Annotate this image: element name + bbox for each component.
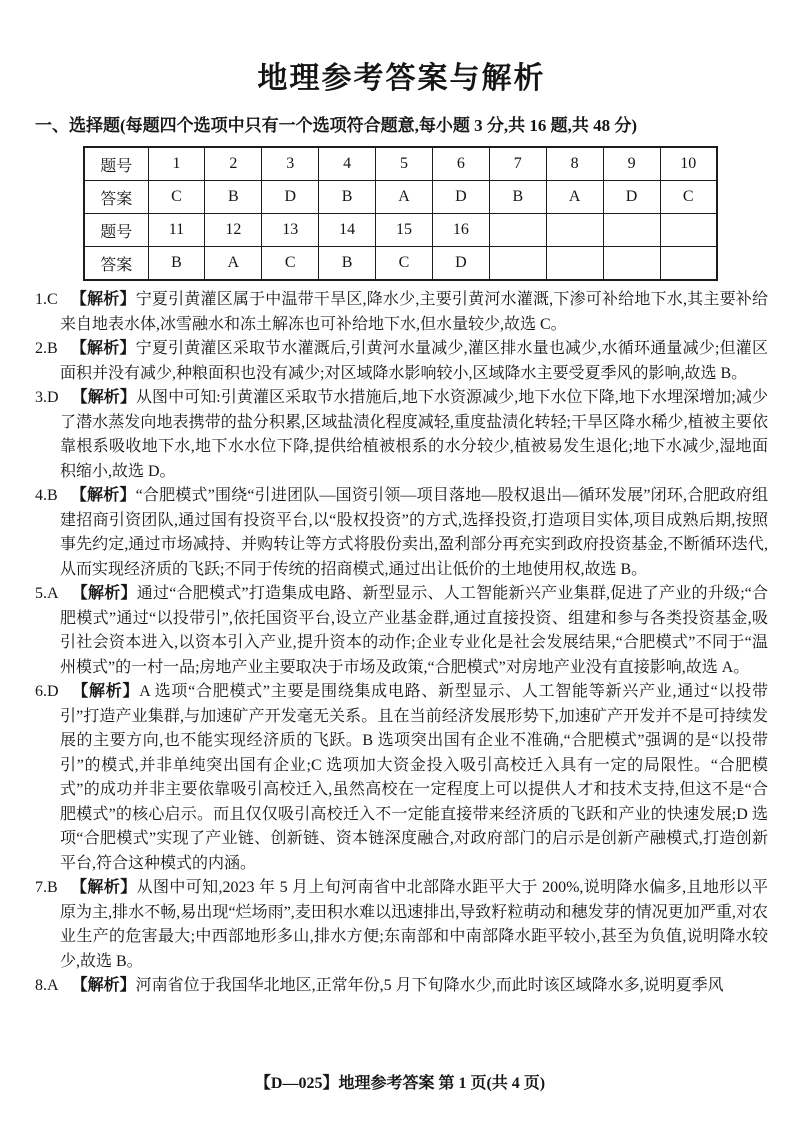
question-number-cell: 12 [205,214,262,247]
explanation-text: 从图中可知:引黄灌区采取节水措施后,地下水资源减少,地下水位下降,地下水埋深增加;减少了潜水蒸发向地表携带的盐分积累,区域盐渍化程度减轻,重度盐渍化转轻;干旱区降水稀少,植被主要依靠根系吸收地下水,地下水水位下降,提供给植被根系的水分较少,植被易发生退化;地下水减少,湿地面积缩小,故选 D。 [60,389,768,480]
answer-cell: D [432,181,489,214]
question-number-cell: 15 [376,214,433,247]
question-number-cell: 10 [660,147,717,181]
answer-cell: C [148,181,205,214]
explanation-text: 宁夏引黄灌区属于中温带干旱区,降水少,主要引黄河水灌溉,下渗可补给地下水,其主要补给来自地表水体,冰雪融水和冻土解冻也可补给地下水,但水量较少,故选 C。 [60,291,768,333]
answer-cell [546,247,603,281]
answer-cell: B [489,181,546,214]
analysis-label: 【解析】 [71,389,136,406]
answer-cell: A [546,181,603,214]
explanation-item [35,582,768,680]
question-number-cell: 6 [432,147,489,181]
question-number-cell [546,214,603,247]
analysis-label: 【解析】 [70,340,136,357]
explanation-item [35,876,768,974]
row-header-cell: 答案 [84,247,148,281]
explanation-item [35,484,768,582]
explanation-text: “合肥模式”围绕“引进团队—国资引领—项目落地—股权退出—循环发展”闭环,合肥政府组建招商引资团队,通过国有投资平台,以“股权投资”的方式,选择投资,打造项目实体,项目成熟后期,按照事先约定,通过市场减持、并购转让等方式将股份卖出,盈利部分再充实到政府投资基金,不断循环迭代,从而实现经济质的飞跃;不同于传统的招商模式,通过出让低价的土地使用权,故选 B。 [60,487,768,578]
answer-cell: C [376,247,433,281]
question-number-cell: 5 [376,147,433,181]
explanation-text: 河南省位于我国华北地区,正常年份,5 月下旬降水少,而此时该区域降水多,说明夏季风 [135,977,724,994]
page-footer: 【D—025】地理参考答案 第 1 页(共 4 页) [254,1075,546,1092]
explanation-number: 8.A [35,977,59,994]
row-header-cell: 题号 [84,147,148,181]
analysis-label: 【解析】 [70,487,136,504]
explanation-item [35,337,768,386]
row-header-cell: 答案 [84,181,148,214]
explanation-number: 5.A [35,585,59,602]
explanation-item [35,974,768,999]
explanation-number: 4.B [35,487,58,504]
explanation-number: 1.C [35,291,58,308]
question-number-cell: 14 [319,214,376,247]
explanation-item [35,680,768,876]
answer-cell: D [432,247,489,281]
question-number-cell [603,214,660,247]
question-number-cell: 11 [148,214,205,247]
question-number-cell: 13 [262,214,319,247]
answer-table [83,146,718,281]
question-number-cell: 3 [262,147,319,181]
analysis-label: 【解析】 [70,879,137,896]
explanation-number: 3.D [35,389,59,406]
analysis-label: 【解析】 [71,977,136,994]
question-number-cell: 16 [432,214,489,247]
answer-cell: B [148,247,205,281]
explanations-list [35,288,768,999]
explanation-text: 从图中可知,2023 年 5 月上旬河南省中北部降水距平大于 200%,说明降水偏多,且地形以平原为主,排水不畅,易出现“烂场雨”,麦田积水难以迅速排出,导致籽粒萌动和穗发芽的情况更加严重,对农业生产的危害最大;中西部地形多山,排水方便;东南部和中南部降水距平较小,甚至为负值,说明降水较少,故选 B。 [60,879,768,970]
question-number-cell: 4 [319,147,376,181]
explanation-item [35,386,768,484]
answer-cell [603,247,660,281]
answer-cell: B [319,181,376,214]
explanation-text: 宁夏引黄灌区采取节水灌溉后,引黄河水量减少,灌区排水量也减少,水循环通量减少;但灌区面积并没有减少,种粮面积也没有减少;对区域降水影响较小,区域降水主要受夏季风的影响,故选 B。 [60,340,768,382]
answer-cell: A [376,181,433,214]
question-number-cell [489,214,546,247]
explanation-item [35,288,768,337]
page-title: 地理参考答案与解析 [257,62,546,95]
answer-cell: C [262,247,319,281]
answer-cell: A [205,247,262,281]
row-header-cell: 题号 [84,214,148,247]
explanation-text: A 选项“合肥模式”主要是围绕集成电路、新型显示、人工智能等新兴产业,通过“以投带引”打造产业集群,与加速矿产开发毫无关系。且在当前经济发展形势下,加速矿产开发并不是可持续发展的主要方向,也不能实现经济质的飞跃。B 选项突出国有企业不准确,“合肥模式”强调的是“以投带引”的模式,并非单纯突出国有企业;C 选项加大资金投入吸引高校迁入具有一定的局限性。“合肥模式”的成功并非主要依靠吸引高校迁入,虽然高校在一定程度上可以提供人才和技术支持,但这不是“合肥模式”的核心启示。而且仅仅吸引高校迁入不一定能直接带来经济质的飞跃和产业的快速发展;D 选项“合肥模式”实现了产业链、创新链、资本链深度融合,对政府部门的启示是创新产融模式,打造创新平台,符合这种模式的内涵。 [60,683,768,872]
question-number-cell: 2 [205,147,262,181]
question-number-cell [660,214,717,247]
answer-cell: D [262,181,319,214]
answer-cell [660,247,717,281]
question-number-cell: 9 [603,147,660,181]
analysis-label: 【解析】 [71,683,140,700]
answer-cell [489,247,546,281]
answer-cell: B [205,181,262,214]
explanation-number: 6.D [35,683,59,700]
table-row [84,214,717,247]
table-row [84,181,717,214]
answer-cell: B [319,247,376,281]
question-number-cell: 7 [489,147,546,181]
answer-cell: D [603,181,660,214]
explanation-text: 通过“合肥模式”打造集成电路、新型显示、人工智能新兴产业集群,促进了产业的升级;“合肥模式”通过“以投带引”,依托国资平台,设立产业基金群,通过直接投资、组建和参与各类投资基金,吸引社会资本进入,以资本引入产业,提升资本的动作;企业专业化是社会发展结果,“合肥模式”不同于“温州模式”的一村一品;房地产业主要取决于市场及政策,“合肥模式”对房地产业没有直接影响,故选 A。 [60,585,768,676]
analysis-label: 【解析】 [70,291,136,308]
table-row [84,247,717,281]
question-number-cell: 1 [148,147,205,181]
explanation-number: 2.B [35,340,58,357]
analysis-label: 【解析】 [71,585,137,602]
table-row [84,147,717,181]
answer-cell: C [660,181,717,214]
question-number-cell: 8 [546,147,603,181]
section-header: 一、选择题(每题四个选项中只有一个选项符合题意,每小题 3 分,共 16 题,共 48 分) [35,116,638,135]
explanation-number: 7.B [35,879,58,896]
